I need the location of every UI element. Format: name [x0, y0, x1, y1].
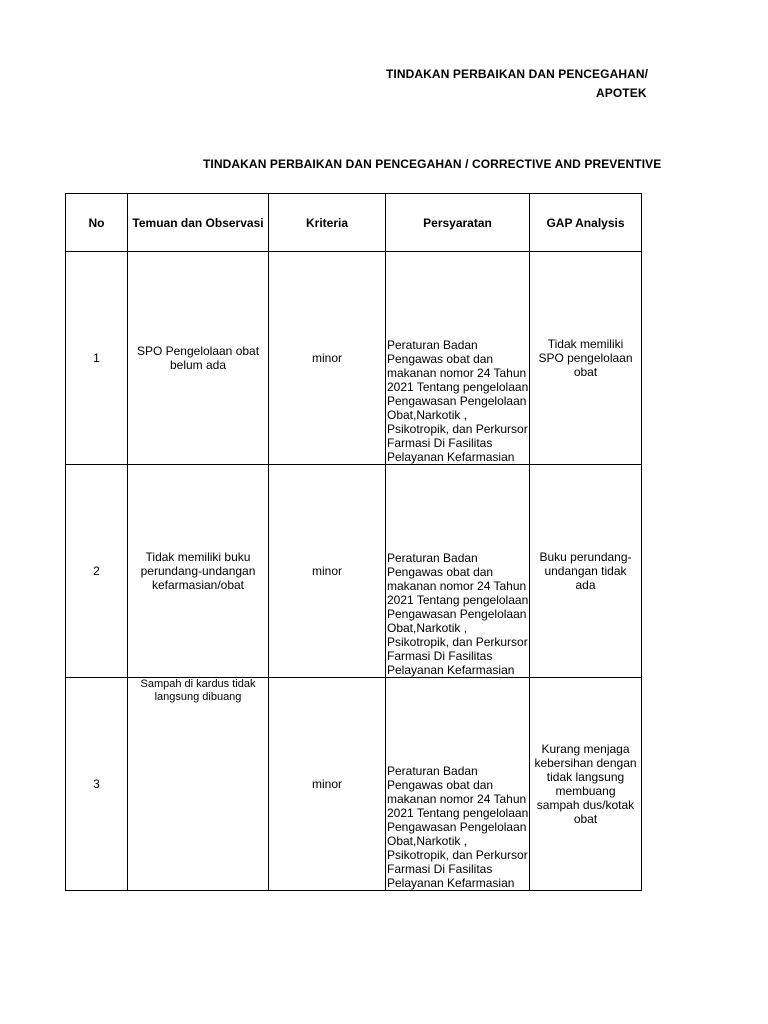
cell-persyaratan: Peraturan Badan Pengawas obat dan makanan nomor 24 Tahun 2021 Tentang pengelolaan Pengawasan Pengelolaan Obat,Narkotik , Psikotropik, dan Perkursor Farmasi Di Fasilitas Pelayanan Kefarmasian [386, 678, 530, 891]
capa-table [65, 193, 642, 891]
cell-kriteria: minor [269, 465, 386, 678]
cell-gap-analysis: Kurang menjaga kebersihan dengan tidak langsung membuang sampah dus/kotak obat [530, 678, 642, 891]
table-row [66, 678, 642, 891]
cell-temuan: Tidak memiliki buku perundang-undangan kefarmasian/obat [128, 465, 269, 678]
cell-no: 2 [66, 465, 128, 678]
cell-no: 3 [66, 678, 128, 891]
table-row [66, 252, 642, 465]
cell-gap-analysis: Tidak memiliki SPO pengelolaan obat [530, 252, 642, 465]
column-header-persyaratan: Persyaratan [386, 194, 530, 252]
column-header-kriteria: Kriteria [269, 194, 386, 252]
column-header-no: No [66, 194, 128, 252]
cell-temuan: SPO Pengelolaan obat belum ada [128, 252, 269, 465]
cell-gap-analysis: Buku perundang-undangan tidak ada [530, 465, 642, 678]
cell-no: 1 [66, 252, 128, 465]
document-title-line-2: APOTEK [596, 86, 647, 100]
cell-persyaratan: Peraturan Badan Pengawas obat dan makanan nomor 24 Tahun 2021 Tentang pengelolaan Pengawasan Pengelolaan Obat,Narkotik , Psikotropik, dan Perkursor Farmasi Di Fasilitas Pelayanan Kefarmasian [386, 252, 530, 465]
table-row [66, 465, 642, 678]
cell-persyaratan: Peraturan Badan Pengawas obat dan makanan nomor 24 Tahun 2021 Tentang pengelolaan Pengawasan Pengelolaan Obat,Narkotik , Psikotropik, dan Perkursor Farmasi Di Fasilitas Pelayanan Kefarmasian [386, 465, 530, 678]
column-header-temuan: Temuan dan Observasi [128, 194, 269, 252]
cell-kriteria: minor [269, 252, 386, 465]
cell-kriteria: minor [269, 678, 386, 891]
document-title-line-1: TINDAKAN PERBAIKAN DAN PENCEGAHAN/ [386, 67, 649, 81]
cell-temuan: Sampah di kardus tidak langsung dibuang [128, 678, 269, 891]
column-header-gap-analysis: GAP Analysis [530, 194, 642, 252]
table-title: TINDAKAN PERBAIKAN DAN PENCEGAHAN / CORRECTIVE AND PREVENTIVE [203, 157, 662, 171]
table-header-row [66, 194, 642, 252]
